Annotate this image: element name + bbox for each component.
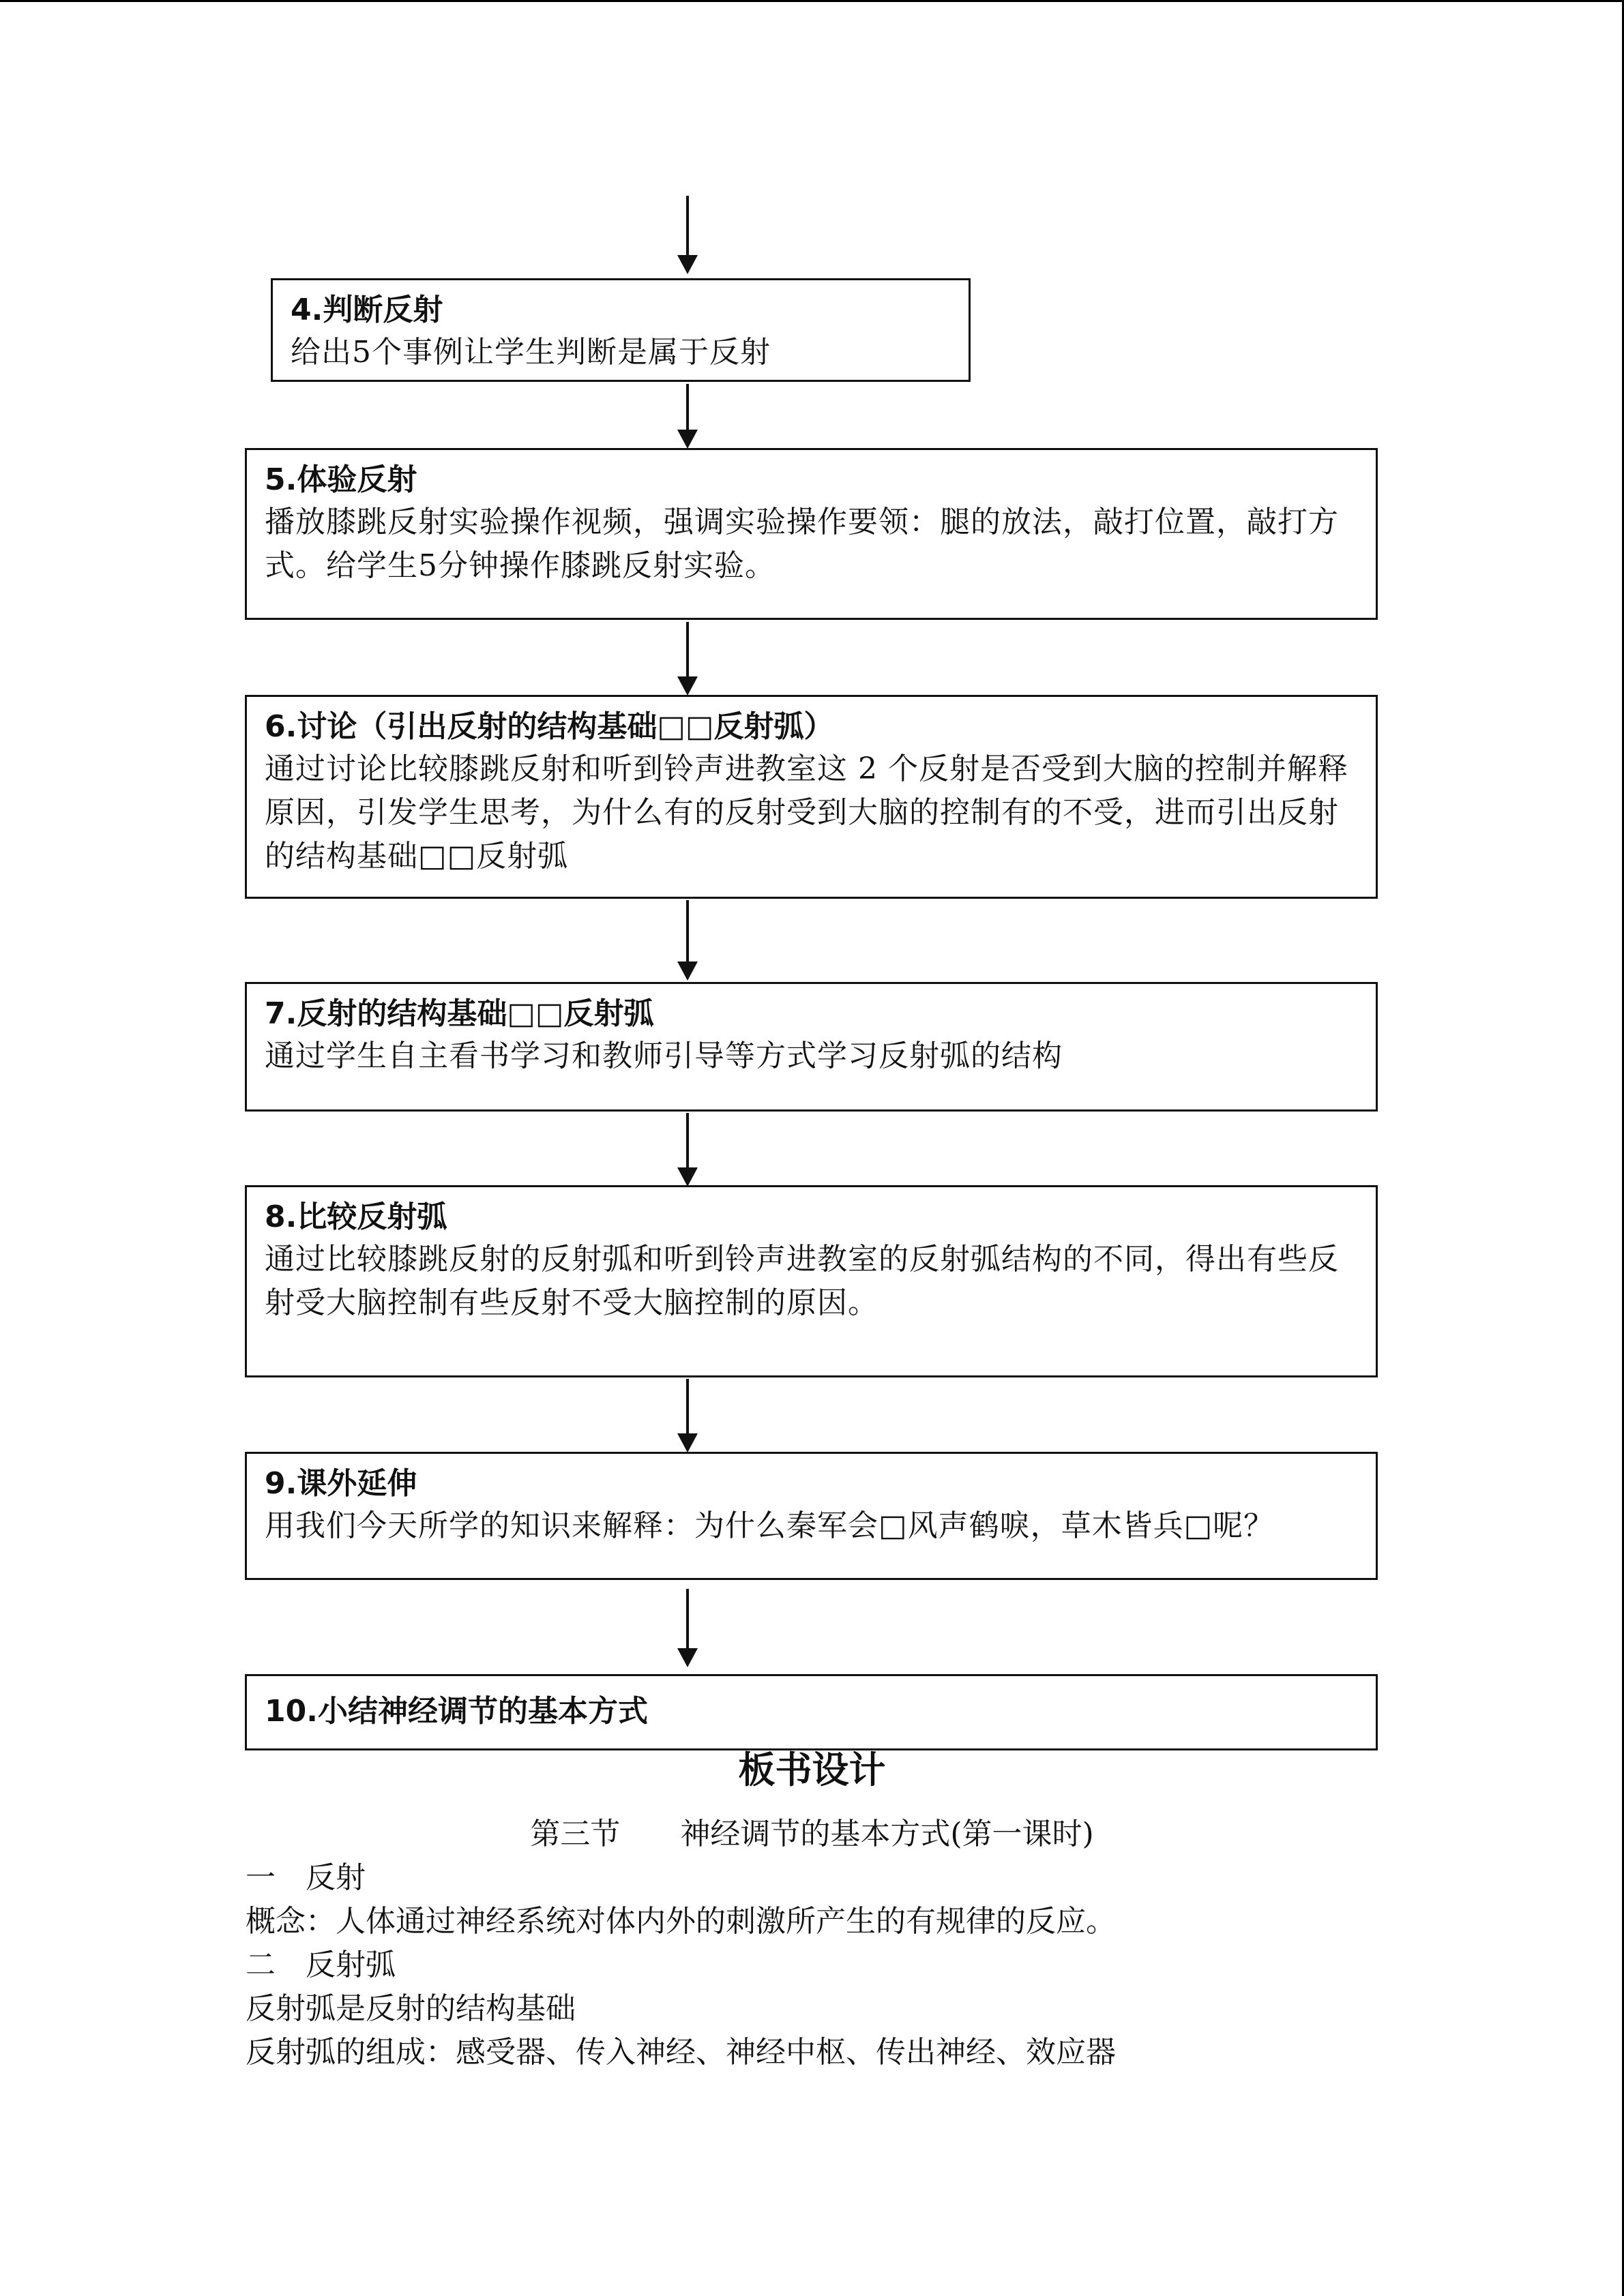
flow-step-title: 6.讨论（引出反射的结构基础□□反射弧） [265,709,834,744]
flow-step-body: 通过学生自主看书学习和教师引导等方式学习反射弧的结构 [265,1039,1063,1073]
flow-step-title: 9.课外延伸 [265,1466,417,1501]
board-line-2: 概念：人体通过神经系统对体内外的刺激所产生的有规律的反应。 [246,1904,1116,1939]
flow-step-4 [271,278,971,382]
flow-step-7 [245,982,1378,1112]
flow-step-body: 给出5个事例让学生判断是属于反射 [291,335,771,370]
flow-arrow [677,1379,698,1452]
board-line-1: 一 反射 [246,1860,366,1895]
flow-arrow [677,196,698,274]
board-line-5: 反射弧的组成：感受器、传入神经、神经中枢、传出神经、效应器 [246,2035,1116,2070]
flow-arrow [677,622,698,696]
board-line-3: 二 反射弧 [246,1948,396,1982]
flow-arrow [677,1113,698,1187]
board-line-4: 反射弧是反射的结构基础 [246,1991,576,2026]
flow-step-body: 播放膝跳反射实验操作视频，强调实验操作要领：腿的放法，敲打位置，敲打方式。给学生5分钟操作膝跳反射实验。 [265,505,1339,583]
board-design-subtitle: 第三节 神经调节的基本方式(第一课时) [530,1817,1094,1851]
flow-step-title: 8.比较反射弧 [265,1199,447,1234]
flow-arrow [677,1589,698,1667]
flow-step-title: 7.反射的结构基础□□反射弧 [265,996,654,1031]
flow-arrow [677,384,698,449]
flow-arrow [677,900,698,981]
board-design-heading: 板书设计 [738,1748,886,1791]
flow-step-title: 10.小结神经调节的基本方式 [265,1694,648,1729]
flow-step-title: 5.体验反射 [265,462,417,497]
page-top-border [0,0,1624,2]
flow-step-10 [245,1674,1378,1750]
flow-step-body: 用我们今天所学的知识来解释：为什么秦军会□风声鹤唳，草木皆兵□呢？ [265,1508,1275,1543]
flow-step-9 [245,1452,1378,1580]
flow-step-6 [245,695,1378,899]
flow-step-body: 通过讨论比较膝跳反射和听到铃声进教室这 2 个反射是否受到大脑的控制并解释原因，引发学生思考，为什么有的反射受到大脑的控制有的不受，进而引出反射的结构基础□□反射弧 [265,751,1348,874]
flow-step-5 [245,448,1378,620]
flow-step-body: 通过比较膝跳反射的反射弧和听到铃声进教室的反射弧结构的不同，得出有些反射受大脑控制有些反射不受大脑控制的原因。 [265,1242,1339,1320]
flow-step-8 [245,1185,1378,1377]
flow-step-title: 4.判断反射 [291,293,443,327]
